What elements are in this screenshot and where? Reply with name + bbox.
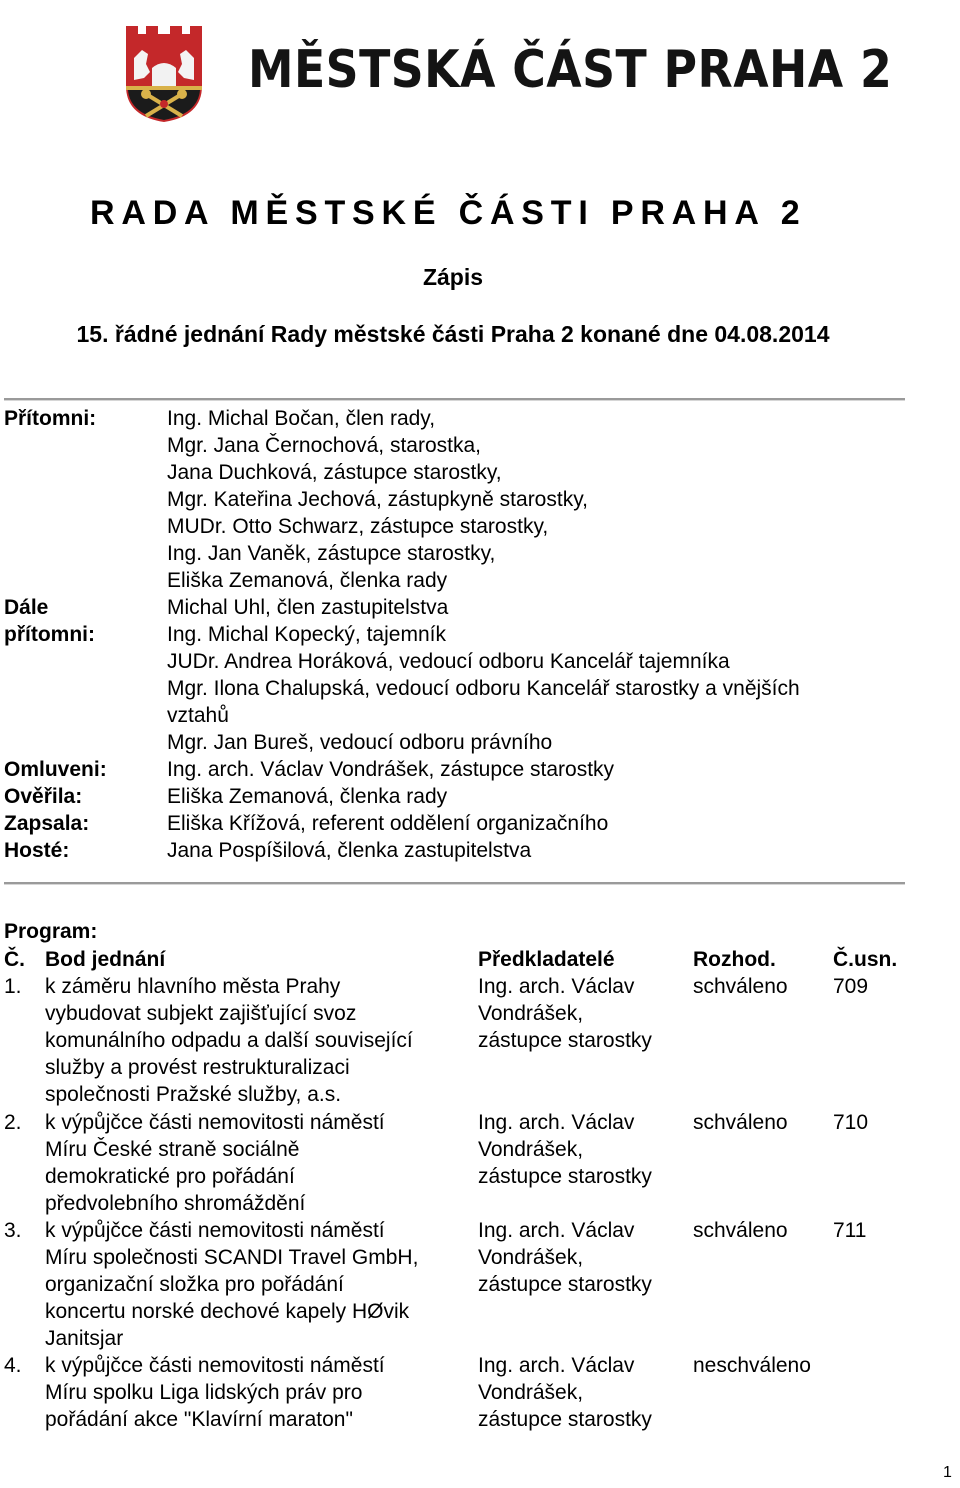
city-crest-icon	[120, 24, 208, 124]
item-title-line: k výpůjčce části nemovitosti náměstí	[45, 1219, 385, 1242]
verified-person: Eliška Zemanová, členka rady	[167, 785, 448, 808]
item-title-line: pořádání akce "Klavírní maraton"	[45, 1408, 353, 1431]
item-resolution: 709	[833, 975, 869, 998]
verified-label: Ověřila:	[4, 785, 83, 808]
column-header-no: Č.	[4, 948, 25, 971]
item-submitter-line: Ing. arch. Václav	[478, 1219, 635, 1242]
also-present-person: vztahů	[167, 704, 229, 727]
present-person: Ing. Jan Vaněk, zástupce starostky,	[167, 542, 496, 565]
item-submitter-line: Ing. arch. Václav	[478, 975, 635, 998]
divider-bottom	[4, 882, 905, 885]
item-submitter-line: zástupce starostky	[478, 1273, 652, 1296]
item-title-line: Míru společnosti SCANDI Travel GmbH,	[45, 1246, 419, 1269]
item-number: 2.	[4, 1111, 22, 1134]
present-person: Mgr. Jana Černochová, starostka,	[167, 434, 481, 457]
also-present-label: Dále	[4, 596, 49, 619]
item-submitter-line: Vondrášek,	[478, 1246, 584, 1269]
item-submitter-line: Vondrášek,	[478, 1381, 584, 1404]
also-present-label: přítomni:	[4, 623, 95, 646]
present-person: Mgr. Kateřina Jechová, zástupkyně starostky,	[167, 488, 588, 511]
item-title-line: vybudovat subjekt zajišťující svoz	[45, 1002, 357, 1025]
item-submitter-line: Vondrášek,	[478, 1138, 584, 1161]
item-submitter-line: zástupce starostky	[478, 1408, 652, 1431]
item-decision: schváleno	[693, 975, 788, 998]
present-label: Přítomni:	[4, 407, 97, 430]
also-present-person: Mgr. Jan Bureš, vedoucí odboru právního	[167, 731, 553, 754]
item-title-line: k výpůjčce části nemovitosti náměstí	[45, 1111, 385, 1134]
also-present-person: JUDr. Andrea Horáková, vedoucí odboru Kancelář tajemníka	[167, 650, 730, 673]
present-person: Ing. Michal Bočan, člen rady,	[167, 407, 436, 430]
council-title: RADA MĚSTSKÉ ČÁSTI PRAHA 2	[90, 194, 807, 232]
guest-person: Jana Pospíšilová, členka zastupitelstva	[167, 839, 532, 862]
item-number: 4.	[4, 1354, 22, 1377]
item-number: 3.	[4, 1219, 22, 1242]
divider-top	[4, 398, 905, 401]
excused-person: Ing. arch. Václav Vondrášek, zástupce starostky	[167, 758, 615, 781]
column-header-submitter: Předkladatelé	[478, 948, 615, 971]
item-resolution: 710	[833, 1111, 869, 1134]
also-present-person: Ing. Michal Kopecký, tajemník	[167, 623, 446, 646]
item-title-line: demokratické pro pořádání	[45, 1165, 295, 1188]
also-present-person: Michal Uhl, člen zastupitelstva	[167, 596, 449, 619]
present-person: Eliška Zemanová, členka rady	[167, 569, 448, 592]
present-person: Jana Duchková, zástupce starostky,	[167, 461, 502, 484]
item-decision: schváleno	[693, 1111, 788, 1134]
meeting-title: 15. řádné jednání Rady městské části Praha 2 konané dne 04.08.2014	[76, 321, 830, 347]
guests-label: Hosté:	[4, 839, 70, 862]
item-title-line: koncertu norské dechové kapely HØvik	[45, 1300, 410, 1323]
item-title-line: k záměru hlavního města Prahy	[45, 975, 341, 998]
item-decision: neschváleno	[693, 1354, 811, 1377]
item-submitter-line: Ing. arch. Václav	[478, 1111, 635, 1134]
column-header-resolution: Č.usn.	[833, 948, 898, 971]
program-title: Program:	[4, 920, 98, 943]
district-banner: MĚSTSKÁ ČÁST PRAHA 2	[248, 40, 893, 100]
item-decision: schváleno	[693, 1219, 788, 1242]
page-number: 1	[943, 1464, 952, 1481]
document-type: Zápis	[422, 264, 484, 290]
item-title-line: komunálního odpadu a další související	[45, 1029, 413, 1052]
item-title-line: předvolebního shromáždění	[45, 1192, 306, 1215]
present-person: MUDr. Otto Schwarz, zástupce starostky,	[167, 515, 549, 538]
also-present-person: Mgr. Ilona Chalupská, vedoucí odboru Kancelář starostky a vnějších	[167, 677, 800, 700]
item-resolution: 711	[833, 1219, 867, 1242]
item-submitter-line: Ing. arch. Václav	[478, 1354, 635, 1377]
recorded-person: Eliška Křížová, referent oddělení organizačního	[167, 812, 609, 835]
item-title-line: služby a provést restrukturalizaci	[45, 1056, 350, 1079]
item-title-line: Míru spolku Liga lidských práv pro	[45, 1381, 363, 1404]
column-header-item: Bod jednání	[45, 948, 166, 971]
column-header-decision: Rozhod.	[693, 948, 776, 971]
item-submitter-line: Vondrášek,	[478, 1002, 584, 1025]
item-submitter-line: zástupce starostky	[478, 1165, 652, 1188]
item-title-line: organizační složka pro pořádání	[45, 1273, 344, 1296]
excused-label: Omluveni:	[4, 758, 107, 781]
item-title-line: k výpůjčce části nemovitosti náměstí	[45, 1354, 385, 1377]
item-title-line: společnosti Pražské služby, a.s.	[45, 1083, 342, 1106]
item-title-line: Janitsjar	[45, 1327, 124, 1350]
item-number: 1.	[4, 975, 22, 998]
recorded-label: Zapsala:	[4, 812, 90, 835]
item-title-line: Míru České straně sociálně	[45, 1138, 300, 1161]
item-submitter-line: zástupce starostky	[478, 1029, 652, 1052]
